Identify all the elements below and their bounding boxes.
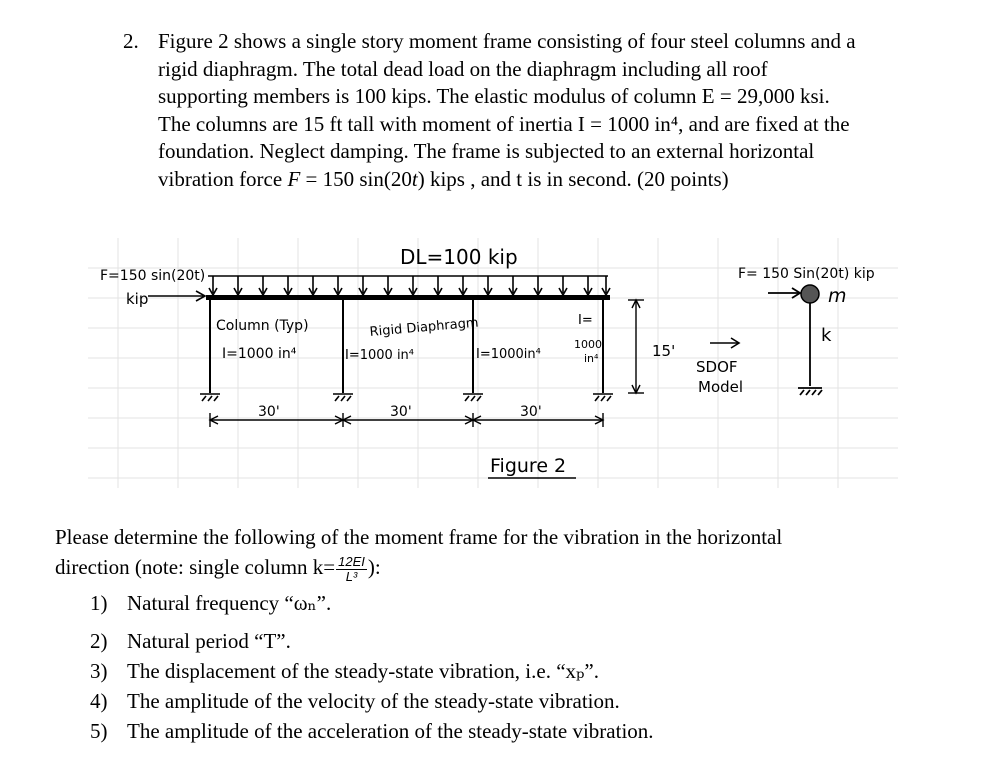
height-label: 15' bbox=[652, 342, 676, 360]
problem-line-6 bbox=[158, 166, 963, 194]
intro-prefix: direction (note: single column k= bbox=[55, 555, 336, 579]
dead-load-arrows bbox=[208, 276, 610, 295]
figure-caption: Figure 2 bbox=[490, 455, 567, 477]
force-suffix: ) kips , and t is in second. (20 points) bbox=[417, 166, 729, 191]
span-label-1: 30' bbox=[258, 404, 280, 420]
rigid-diaphragm-beam bbox=[206, 295, 610, 300]
rigid-diaphragm-label: Rigid Diaphragm bbox=[369, 315, 480, 340]
question-item bbox=[55, 588, 955, 618]
inertia-label-4c: in⁴ bbox=[584, 352, 599, 365]
figure-2 bbox=[88, 238, 898, 488]
question-number: 2) bbox=[90, 628, 108, 653]
sdof-label-2: Model bbox=[698, 378, 744, 396]
problem-statement bbox=[123, 28, 963, 193]
force-t: t bbox=[411, 166, 418, 191]
question-text: Natural frequency “ωₙ”. bbox=[127, 590, 332, 615]
inertia-label-3: I=1000in⁴ bbox=[476, 347, 541, 362]
problem-line-3: supporting members is 100 kips. The elastic modulus of column E = 29,000 ksi. bbox=[158, 84, 830, 108]
inertia-label-1: I=1000 in⁴ bbox=[222, 346, 297, 362]
question-item bbox=[55, 686, 955, 716]
frame-diagram bbox=[88, 238, 898, 488]
question-number: 1) bbox=[90, 590, 108, 615]
force-arrow-left bbox=[148, 291, 205, 301]
stiffness-label: k bbox=[821, 325, 832, 346]
question-list bbox=[55, 588, 955, 746]
sdof-model bbox=[768, 288, 822, 395]
column-typ-label: Column (Typ) bbox=[216, 318, 309, 334]
problem-line-1: Figure 2 shows a single story moment frame consisting of four steel columns and a bbox=[158, 29, 856, 53]
problem-line-4: The columns are 15 ft tall with moment of inertia I = 1000 in⁴, and are fixed at the bbox=[158, 111, 850, 136]
questions-section bbox=[55, 522, 955, 746]
problem-line-5: foundation. Neglect damping. The frame is subjected to an external horizontal bbox=[158, 139, 815, 163]
formula-numerator: 12EI bbox=[338, 553, 365, 569]
inertia-label-4b: 1000 bbox=[574, 338, 602, 351]
height-dimension bbox=[628, 300, 644, 393]
span-label-3: 30' bbox=[520, 404, 542, 420]
question-item bbox=[55, 656, 955, 686]
dead-load-label: DL=100 kip bbox=[400, 245, 518, 269]
question-text: The amplitude of the acceleration of the steady-state vibration. bbox=[127, 718, 654, 743]
formula-denominator: L³ bbox=[345, 568, 358, 584]
problem-text bbox=[158, 28, 963, 193]
force-symbol: F bbox=[287, 166, 301, 191]
question-text: Natural period “T”. bbox=[127, 628, 291, 653]
mass-label: m bbox=[828, 285, 847, 307]
sdof-label-1: SDOF bbox=[696, 358, 738, 376]
questions-intro-2 bbox=[55, 552, 955, 584]
question-text: The amplitude of the velocity of the steady-state vibration. bbox=[127, 688, 620, 713]
force-left-label-1: F=150 sin(20t) bbox=[100, 268, 206, 284]
problem-line-2: rigid diaphragm. The total dead load on the diaphragm including all roof bbox=[158, 56, 768, 81]
force-expression: = 150 sin(20 bbox=[305, 166, 412, 191]
questions-intro-1: Please determine the following of the moment frame for the vibration in the horizontal bbox=[55, 525, 783, 549]
force-right-label: F= 150 Sin(20t) kip bbox=[738, 266, 875, 282]
question-item bbox=[55, 716, 955, 746]
sdof-mass bbox=[801, 285, 819, 303]
span-label-2: 30' bbox=[390, 404, 412, 420]
fixed-supports bbox=[200, 394, 613, 401]
intro-suffix: ): bbox=[367, 555, 381, 579]
inertia-label-2: I=1000 in⁴ bbox=[345, 348, 415, 363]
question-number: 5) bbox=[90, 718, 108, 743]
stiffness-formula bbox=[336, 555, 367, 584]
question-number: 4) bbox=[90, 688, 108, 713]
force-prefix: vibration force bbox=[158, 166, 288, 191]
sdof-arrow bbox=[710, 338, 739, 348]
question-text: The displacement of the steady-state vibration, i.e. “xₚ”. bbox=[127, 658, 599, 683]
problem-number: 2. bbox=[123, 29, 139, 53]
force-left-label-2: kip bbox=[126, 290, 149, 308]
inertia-label-4a: I= bbox=[578, 313, 593, 328]
question-number: 3) bbox=[90, 658, 108, 683]
question-item bbox=[55, 626, 955, 656]
